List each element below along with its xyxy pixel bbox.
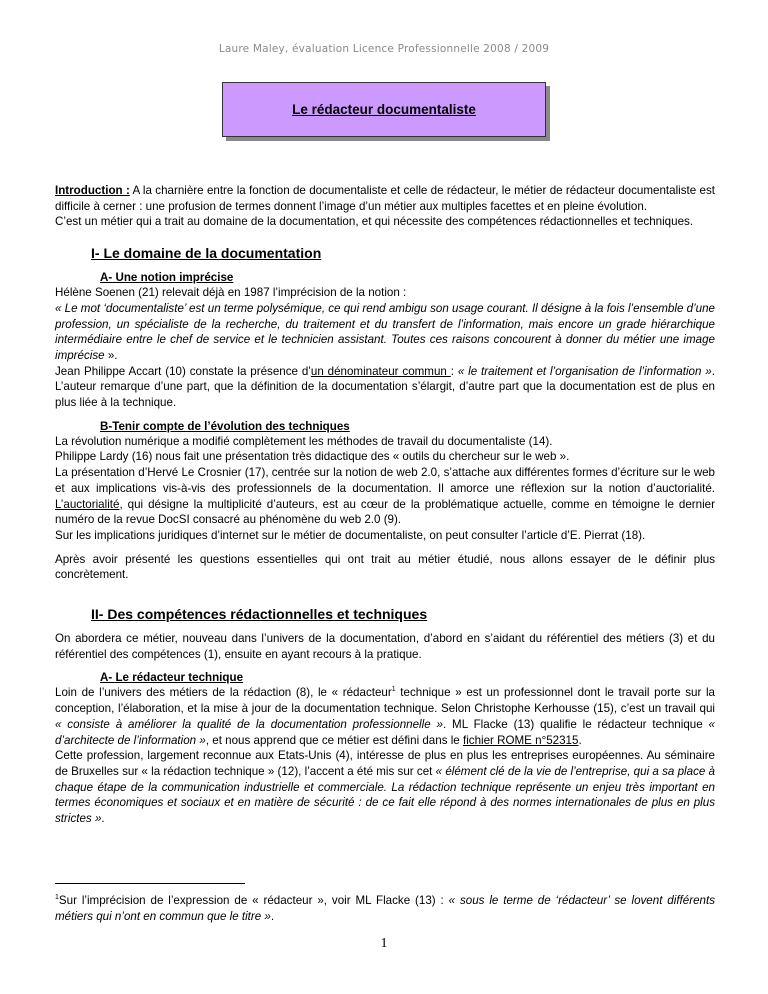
- section1-subA-heading: A- Une notion imprécise: [100, 271, 234, 285]
- paragraph: Hélène Soenen (21) relevait déjà en 1987 l’imprécision de la notion :: [55, 286, 407, 300]
- paragraph: Sur les implications juridiques d’internet sur le métier de documentaliste, on peut consulter l’article d’E. Pierrat (18).: [55, 528, 646, 542]
- section1-subB-heading: B-Tenir compte de l’évolution des techniques: [100, 419, 350, 433]
- paragraph: Philippe Lardy (16) nous fait une présentation très didactique des « outils du chercheur sur le web ».: [55, 450, 570, 464]
- paragraph: Jean Philippe Accart (10) constate la présence d’un dénominateur commun : « le traitement et l’organisation de l’information ». L’auteur remarque d’une part, que la définition de la documentation s’élargit, d’autre part que la documentation est de plus en plus liée à la technique.: [55, 364, 715, 410]
- page-header: Laure Maley, évaluation Licence Professionnelle 2008 / 2009: [218, 43, 550, 55]
- page-number: 1: [380, 936, 388, 951]
- intro-label: Introduction :: [55, 184, 130, 197]
- quote-paragraph: « Le mot ‘documentaliste’ est un terme polysémique, ce qui rend ambigu son usage courant. Il désigne à la fois l’ensemble d’une profession, un spécialiste de la recherche, du traitement et du transfert de l’information, mais encore un grade hiérarchique intermédiaire entre le chef de service et le technicien assistant. Toutes ces raisons concourent à donner du métier une image imprécise ».: [55, 301, 715, 362]
- paragraph: On abordera ce métier, nouveau dans l’univers de la documentation, d’abord en s’aidant du référentiel des métiers (3) et du référentiel des compétences (1), ensuite en ayant recours à la pratique.: [55, 632, 715, 661]
- rome-link[interactable]: fichier ROME n°52315: [462, 733, 579, 747]
- transition-paragraph: Après avoir présenté les questions essentielles qui ont trait au métier étudié, nous allons essayer de le définir plus concrètement.: [55, 552, 715, 582]
- section2-subA-heading: A- Le rédacteur technique: [100, 671, 244, 685]
- intro-paragraph: Introduction : A la charnière entre la fonction de documentaliste et celle de rédacteur, le métier de rédacteur documentaliste est difficile à cerner : une profusion de termes donnent l’image d’un métier aux multiples facettes et en pleine évolution.: [55, 184, 715, 213]
- document-body: [55, 183, 715, 827]
- footnote-ref[interactable]: 1: [391, 686, 396, 694]
- paragraph: La révolution numérique a modifié complètement les méthodes de travail du documentaliste (14).: [55, 434, 553, 448]
- title-box: [222, 82, 546, 137]
- section2-heading: II- Des compétences rédactionnelles et techniques: [91, 606, 428, 623]
- paragraph: Cette profession, largement reconnue aux Etats-Unis (4), intéresse de plus en plus les entreprises européennes. Au séminaire de Bruxelles sur « la rédaction technique » (12), l’accent a été mis sur cet « élément clé de la vie de l’entreprise, qui a sa place à chaque étape de la communication industrielle et commerciale. La rédaction technique représente un enjeu très important en termes économiques et sociaux et en matière de sécurité : de ce fait elle répond à des normes internationales de plus en plus strictes ».: [55, 749, 716, 826]
- intro-paragraph-2: C’est un métier qui a trait au domaine de la documentation, et qui nécessite des compétences rédactionnelles et techniques.: [55, 215, 694, 229]
- document-title: Le rédacteur documentaliste: [292, 102, 476, 117]
- footnote-divider: [55, 883, 245, 884]
- paragraph: La présentation d’Hervé Le Crosnier (17), centrée sur la notion de web 2.0, s’attache aux différentes formes d’écriture sur le web et aux implications vis-à-vis des professionnels de la documentation. Il amorce une réflexion sur la notion d’auctorialité. L’auctorialité, qui désigne la multiplicité d’auteurs, est au cœur de la problématique actuelle, comme en témoigne le dernier numéro de la revue DocSI consacré au phénomène du web 2.0 (9).: [55, 466, 715, 527]
- paragraph: Loin de l’univers des métiers de la rédaction (8), le « rédacteur$^1$ technique » est un professionnel dont le travail porte sur la conception, l’élaboration, et la mise à jour de la documentation technique. Selon Christophe Kerhousse (15), c’est un travail qui « consiste à améliorer la qualité de la documentation professionnelle ». ML Flacke (13) qualifie le rédacteur technique « d’architecte de l’information », et nous apprend que ce métier est défini dans le fichier ROME n°52315.: [55, 686, 715, 747]
- footnote: $^1$Sur l’imprécision de l’expression de « rédacteur », voir ML Flacke (13) : « sous le terme de ‘rédacteur’ se lovent différents métiers qui n’ont en commun que le titre ».: [55, 894, 715, 923]
- section1-heading: I- Le domaine de la documentation: [91, 245, 322, 262]
